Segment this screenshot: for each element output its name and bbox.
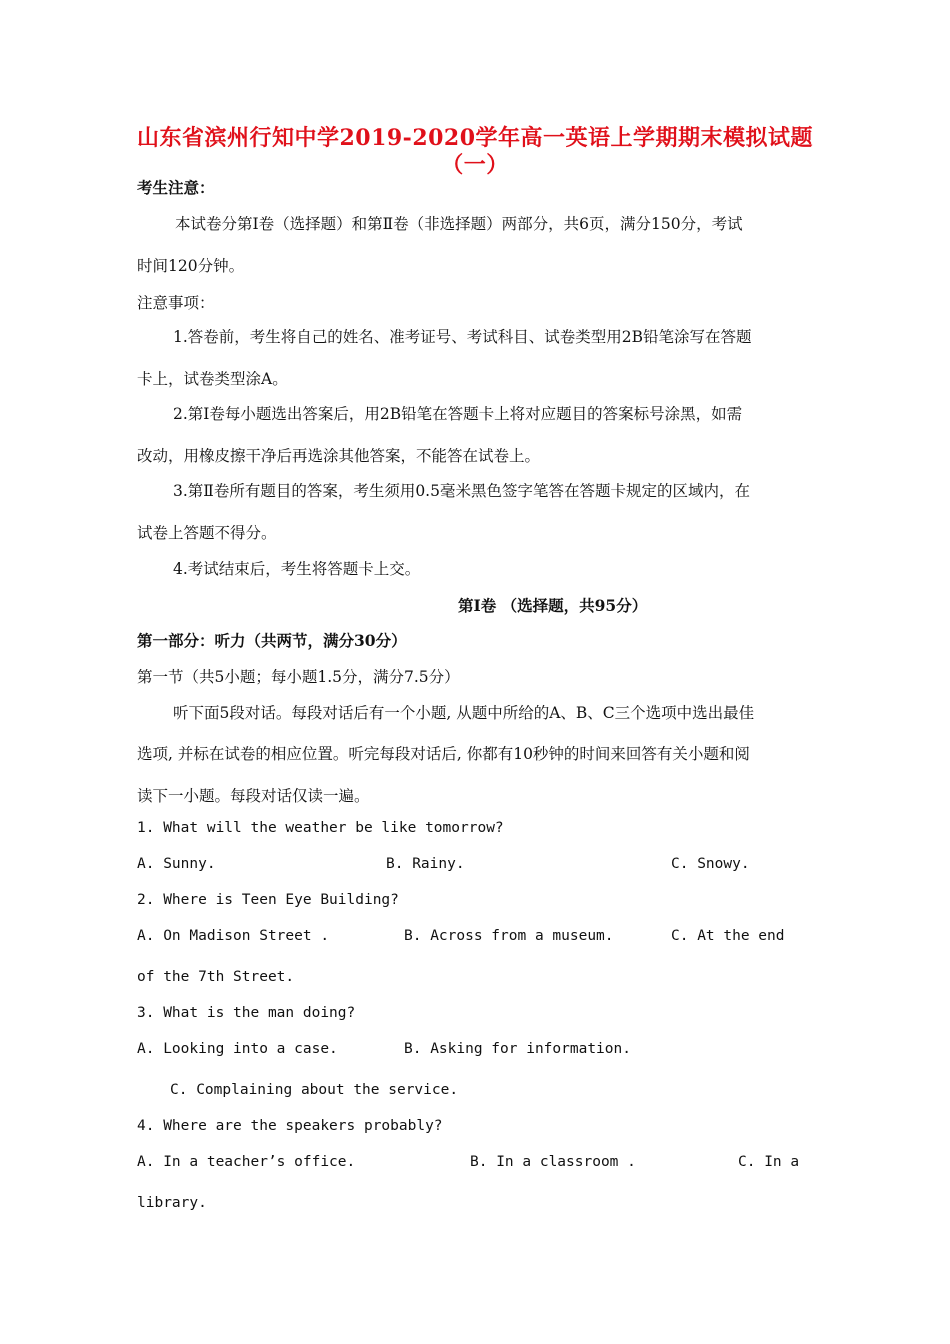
notice-item-2: 2.第Ⅰ卷每小题选出答案后，用2B铅笔在答题卡上将对应题目的答案标号涂黑，如需 [173, 405, 743, 423]
question-1-option-a: A. Sunny. [137, 856, 216, 872]
notice-items-heading: 注意事项： [137, 294, 215, 312]
question-4-option-c: C. In a [738, 1154, 800, 1170]
question-3: 3. What is the man doing? [137, 1005, 356, 1021]
question-3-option-a: A. Looking into a case. [137, 1041, 338, 1057]
section-heading: 第一节（共5小题；每小题1.5分，满分7.5分） [137, 668, 460, 686]
volume-heading: 第Ⅰ卷 （选择题，共95分） [458, 596, 648, 615]
question-4-option-b: B. In a classroom . [470, 1154, 636, 1170]
question-2-option-b: B. Across from a museum. [404, 928, 614, 944]
directions-text: 听下面5段对话。每段对话后有一个小题, 从题中所给的A、B、C三个选项中选出最佳 [173, 704, 755, 722]
question-1: 1. What will the weather be like tomorrow? [137, 820, 504, 836]
question-3-option-c: C. Complaining about the service. [170, 1082, 459, 1098]
notice-item-1-cont: 卡上，试卷类型涂A。 [137, 370, 288, 388]
notice-intro: 本试卷分第Ⅰ卷（选择题）和第Ⅱ卷（非选择题）两部分，共6页，满分150分，考试 [175, 215, 743, 233]
notice-heading: 考生注意： [137, 178, 215, 197]
question-1-option-b: B. Rainy. [386, 856, 465, 872]
question-4-option-a: A. In a teacher’s office. [137, 1154, 356, 1170]
notice-item-3-cont: 试卷上答题不得分。 [137, 524, 277, 542]
exam-title-subtitle: （一） [441, 152, 509, 178]
question-1-option-c: C. Snowy. [671, 856, 750, 872]
question-2-option-c-cont: of the 7th Street. [137, 969, 295, 985]
question-2-option-a: A. On Madison Street . [137, 928, 330, 944]
notice-item-1: 1.答卷前，考生将自己的姓名、准考证号、考试科目、试卷类型用2B铅笔涂写在答题 [173, 328, 752, 346]
question-2: 2. Where is Teen Eye Building? [137, 892, 399, 908]
notice-item-2-cont: 改动，用橡皮擦干净后再选涂其他答案，不能答在试卷上。 [137, 447, 541, 465]
notice-item-3: 3.第Ⅱ卷所有题目的答案，考生须用0.5毫米黑色签字笔答在答题卡规定的区域内，在 [173, 482, 750, 500]
part-heading: 第一部分：听力（共两节，满分30分） [137, 631, 407, 650]
question-2-option-c: C. At the end [671, 928, 785, 944]
directions-text-end: 读下一小题。每段对话仅读一遍。 [137, 787, 370, 805]
exam-title: 山东省滨州行知中学2019-2020学年高一英语上学期期末模拟试题 [136, 125, 814, 151]
directions-text-cont: 选项, 并标在试卷的相应位置。听完每段对话后, 你都有10秒钟的时间来回答有关小题和阅 [137, 745, 750, 763]
question-4: 4. Where are the speakers probably? [137, 1118, 443, 1134]
notice-item-4: 4.考试结束后，考生将答题卡上交。 [173, 560, 421, 578]
question-3-option-b: B. Asking for information. [404, 1041, 631, 1057]
notice-intro-cont: 时间120分钟。 [137, 257, 245, 275]
question-4-option-c-cont: library. [137, 1195, 207, 1211]
